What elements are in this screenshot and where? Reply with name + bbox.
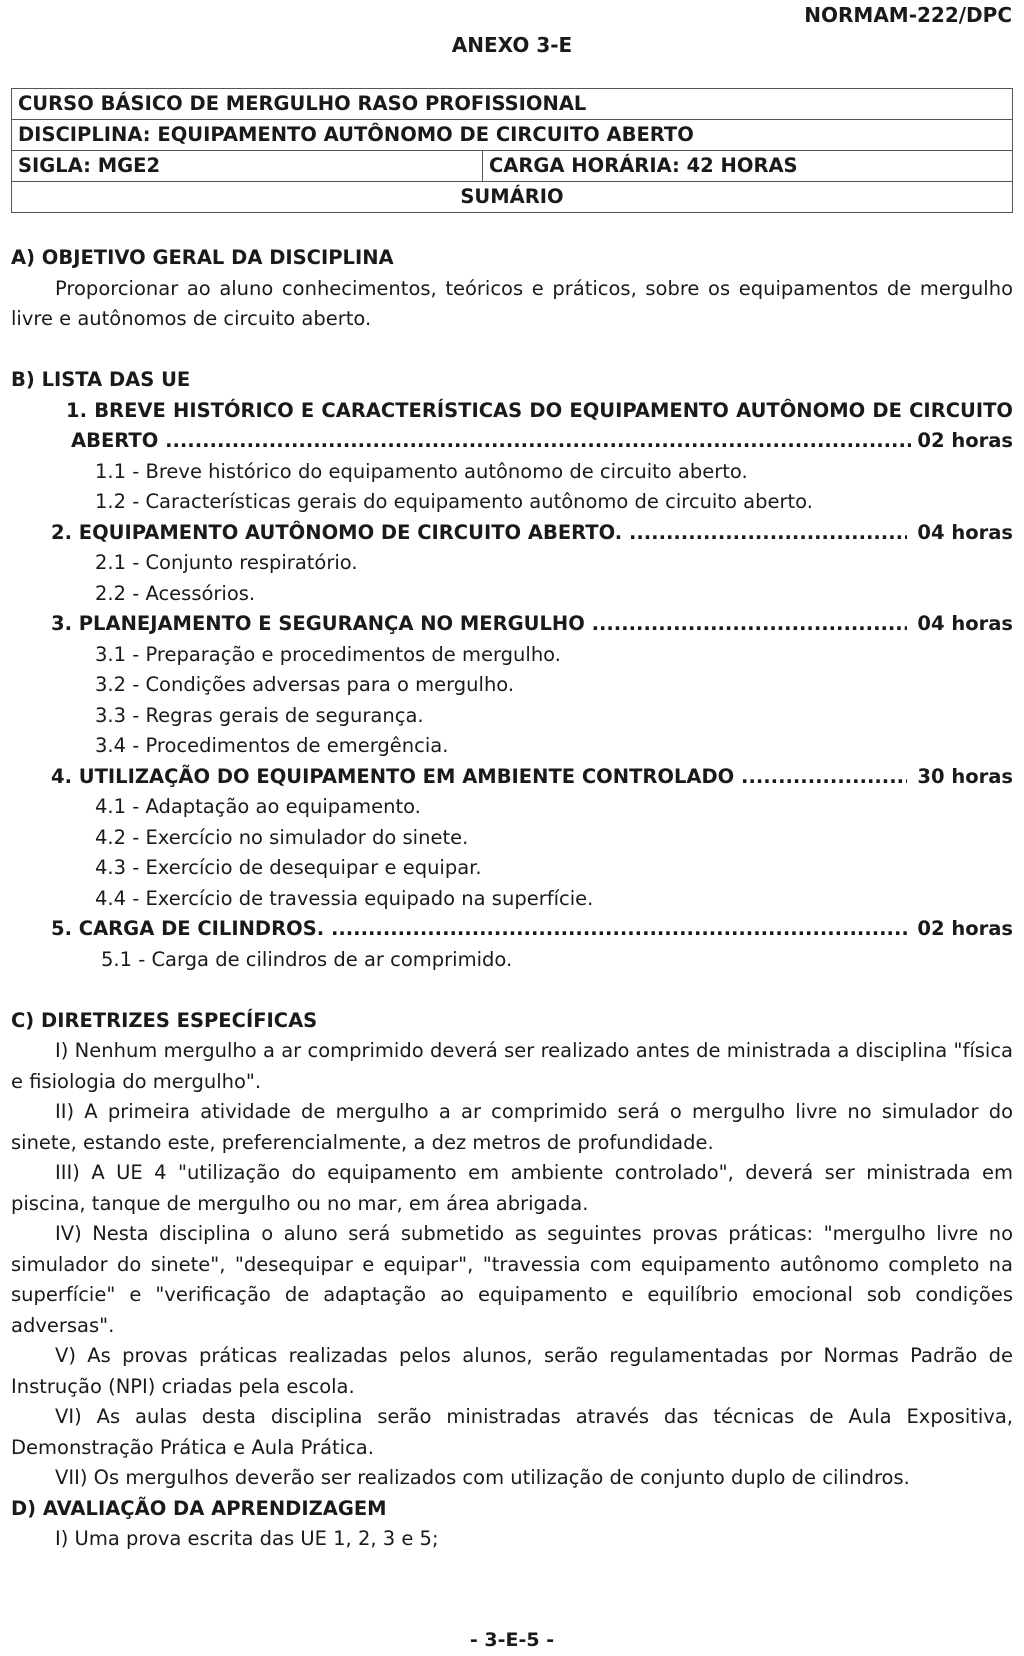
evaluation-item: I) Uma prova escrita das UE 1, 2, 3 e 5; [55,1527,439,1550]
unit-3-hours: 04 horas [917,612,1013,635]
section-d-title: D) AVALIAÇÃO DA APRENDIZAGEM [11,1496,387,1520]
document-body [11,243,1013,1555]
course-name: CURSO BÁSICO DE MERGULHO RASO PROFISSIONAL [12,89,1013,120]
summary-title: SUMÁRIO [12,182,1013,213]
unit-4-title: 4. UTILIZAÇÃO DO EQUIPAMENTO EM AMBIENTE CONTROLADO ..... [51,762,907,793]
list-item: 5.1 - Carga de cilindros de ar comprimido. [101,947,513,971]
guideline-item: II) A primeira atividade de mergulho a ar comprimido será o mergulho livre no simulador do sinete, estando este, preferencialmente, a dez metros de profundidade. [11,1100,1013,1154]
unit-2-row [11,518,1013,549]
list-item: 3.4 - Procedimentos de emergência. [95,734,449,757]
norm-code: NORMAM-222/DPC [804,3,1012,27]
guideline-item: V) As provas práticas realizadas pelos alunos, serão regulamentadas por Normas Padrão de Instrução (NPI) criadas pela escola. [11,1344,1013,1398]
unit-3-row [11,609,1013,640]
annex-title: ANEXO 3-E [451,33,573,57]
list-item: 2.2 - Acessórios. [95,581,256,605]
page-number: - 3-E-5 - [469,1629,555,1651]
section-c-title: C) DIRETRIZES ESPECÍFICAS [11,1008,318,1032]
unit-5-hours: 02 horas [917,917,1013,940]
list-item: 4.4 - Exercício de travessia equipado na superfície. [95,886,594,910]
guideline-item: III) A UE 4 "utilização do equipamento em ambiente controlado", deverá ser ministrada em piscina, tanque de mergulho ou no mar, em área abrigada. [11,1161,1013,1215]
unit-2-title: 2. EQUIPAMENTO AUTÔNOMO DE CIRCUITO ABERTO. ..... [51,518,907,549]
list-item: 3.3 - Regras gerais de segurança. [95,703,424,727]
unit-3-title: 3. PLANEJAMENTO E SEGURANÇA NO MERGULHO ..... [51,609,907,640]
unit-1-title: 1. BREVE HISTÓRICO E CARACTERÍSTICAS DO EQUIPAMENTO AUTÔNOMO DE CIRCUITO [66,398,1013,422]
section-a-title: A) OBJETIVO GERAL DA DISCIPLINA [11,246,394,269]
list-item: 1.1 - Breve histórico do equipamento autônomo de circuito aberto. [95,459,748,483]
guideline-item: IV) Nesta disciplina o aluno será submetido as seguintes provas práticas: "mergulho livre no simulador do sinete", "desequipar e equipar", "travessia com equipamento autônomo completo na superfície" e "verificação de adaptação ao equipamento e equilíbrio emocional sob condições adversas". [11,1222,1013,1337]
discipline-code: SIGLA: MGE2 [12,151,483,182]
section-b-title: B) LISTA DAS UE [11,368,191,391]
list-item: 1.2 - Características gerais do equipamento autônomo de circuito aberto. [95,490,813,513]
list-item: 3.2 - Condições adversas para o mergulho. [95,673,515,696]
discipline-hours: CARGA HORÁRIA: 42 HORAS [483,151,1013,182]
discipline-name: DISCIPLINA: EQUIPAMENTO AUTÔNOMO DE CIRCUITO ABERTO [12,120,1013,151]
list-item: 4.1 - Adaptação ao equipamento. [95,795,421,818]
unit-5-row [11,914,1013,945]
unit-1-title-cont [11,426,1013,457]
list-item: 2.1 - Conjunto respiratório. [95,551,358,574]
unit-2-hours: 04 horas [917,520,1013,544]
unit-1-hours: 02 horas [917,429,1013,452]
course-info-table [11,88,1013,213]
section-a-text: Proporcionar ao aluno conhecimentos, teóricos e práticos, sobre os equipamentos de mergulho livre e autônomos de circuito aberto. [11,276,1013,330]
unit-4-hours: 30 horas [917,764,1013,788]
list-item: 4.3 - Exercício de desequipar e equipar. [95,856,482,879]
guideline-item: VI) As aulas desta disciplina serão ministradas através das técnicas de Aula Expositiva, Demonstração Prática e Aula Prática. [11,1405,1013,1459]
unit-1-title-line2: ABERTO ..... [71,426,911,457]
guideline-item: I) Nenhum mergulho a ar comprimido deverá ser realizado antes de ministrada a disciplina "física e fisiologia do mergulho". [11,1039,1013,1093]
unit-4-row [11,762,1013,793]
guideline-item: VII) Os mergulhos deverão ser realizados com utilização de conjunto duplo de cilindros. [55,1466,910,1489]
unit-5-title: 5. CARGA DE CILINDROS. ..... [51,914,907,945]
list-item: 3.1 - Preparação e procedimentos de mergulho. [95,642,561,666]
list-item: 4.2 - Exercício no simulador do sinete. [95,825,469,849]
